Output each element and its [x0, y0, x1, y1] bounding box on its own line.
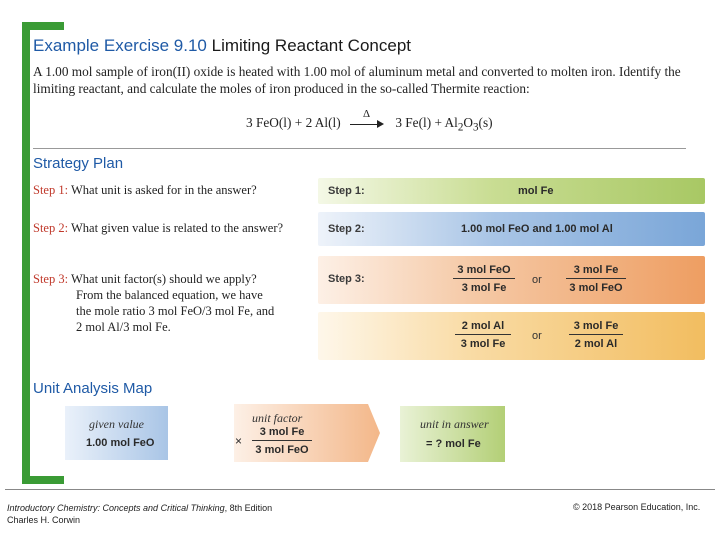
subscript-3: 3: [473, 121, 479, 134]
factor-den: 3 mol FeO: [569, 282, 623, 294]
step-3-question: What unit factor(s) should we apply?: [70, 272, 257, 286]
strategy-heading: Strategy Plan: [33, 155, 124, 172]
step-1-question: What unit is asked for in the answer?: [70, 183, 257, 197]
unit-factor-den: 3 mol FeO: [255, 444, 309, 456]
band-1-label: Step 1:: [328, 185, 365, 197]
step-1-text: [33, 182, 257, 198]
footer-divider: [5, 489, 715, 490]
page-title: [33, 36, 411, 56]
or-label: or: [532, 274, 542, 286]
factor-den: 3 mol Fe: [460, 338, 506, 350]
step-2-question: What given value is related to the answer?: [70, 221, 284, 235]
author: Charles H. Corwin: [7, 515, 81, 525]
title-prefix: Example Exercise 9.10: [33, 36, 207, 55]
reaction-arrow: [350, 107, 386, 130]
step-1-band: [318, 178, 705, 204]
step-3-line2: From the balanced equation, we have: [76, 288, 263, 302]
factor-fe-over-feo: [566, 264, 626, 294]
step-3-band-row2: [318, 312, 705, 360]
or-label: or: [532, 330, 542, 342]
factor-num: 3 mol Fe: [569, 320, 623, 335]
reactants: 3 FeO(l) + 2 Al(l): [246, 115, 341, 130]
green-bracket-top: [22, 22, 64, 30]
book-title: Introductory Chemistry: Concepts and Critical Thinking: [7, 503, 225, 513]
subscript-2: 2: [457, 121, 464, 134]
copyright: © 2018 Pearson Education, Inc.: [573, 502, 701, 512]
products-a: 3 Fe(l) + Al: [395, 115, 458, 130]
heat-symbol: Δ: [362, 107, 371, 120]
given-value: 1.00 mol FeO: [86, 437, 155, 449]
factor-al-over-fe: [455, 320, 511, 350]
factor-num: 3 mol FeO: [453, 264, 515, 279]
footer-citation: [7, 502, 272, 526]
factor-fe-over-al: [569, 320, 623, 350]
thermite-equation: [246, 107, 493, 134]
step-3-text: [33, 271, 274, 335]
green-bracket-vertical: [22, 22, 30, 484]
divider: [33, 148, 686, 149]
factor-den: 2 mol Al: [574, 338, 618, 350]
band-1-value: mol Fe: [518, 185, 554, 197]
step-1-label: Step 1:: [33, 183, 69, 197]
factor-feo-over-fe: [453, 264, 515, 294]
band-2-label: Step 2:: [328, 223, 365, 235]
band-3-label: Step 3:: [328, 273, 365, 285]
given-value-box: [65, 406, 168, 460]
answer-box: [400, 406, 505, 462]
factor-num: 2 mol Al: [455, 320, 511, 335]
answer-value: = ? mol Fe: [426, 438, 481, 450]
given-label: given value: [89, 417, 144, 431]
step-2-label: Step 2:: [33, 221, 69, 235]
problem-statement: A 1.00 mol sample of iron(II) oxide is heated with 1.00 mol of aluminum metal and converted to molten iron. Identify the limiting reactant, and calculate the moles of iron produced in the so-called Thermite reaction:: [33, 64, 681, 96]
factor-num: 3 mol Fe: [566, 264, 626, 279]
step-3-line4: 2 mol Al/3 mol Fe.: [76, 320, 171, 334]
unit-factor-num: 3 mol Fe: [252, 426, 312, 441]
green-bracket-bottom: [22, 476, 64, 484]
step-2-band: [318, 212, 705, 246]
products-b: (s): [478, 115, 493, 130]
unit-factor-label: unit factor: [252, 411, 303, 425]
book-edition: , 8th Edition: [224, 503, 273, 513]
title-suffix: Limiting Reactant Concept: [211, 36, 411, 55]
band-2-value: 1.00 mol FeO and 1.00 mol Al: [461, 223, 613, 235]
times-sign: ×: [235, 434, 243, 448]
unit-factor-fraction: [252, 426, 312, 456]
factor-den: 3 mol Fe: [461, 282, 507, 294]
products-o: O: [463, 115, 473, 130]
unit-analysis-heading: Unit Analysis Map: [33, 380, 153, 397]
step-3-label: Step 3:: [33, 272, 69, 286]
answer-label: unit in answer: [420, 417, 489, 431]
step-2-text: [33, 220, 283, 236]
step-3-line3: the mole ratio 3 mol FeO/3 mol Fe, and: [76, 304, 275, 318]
